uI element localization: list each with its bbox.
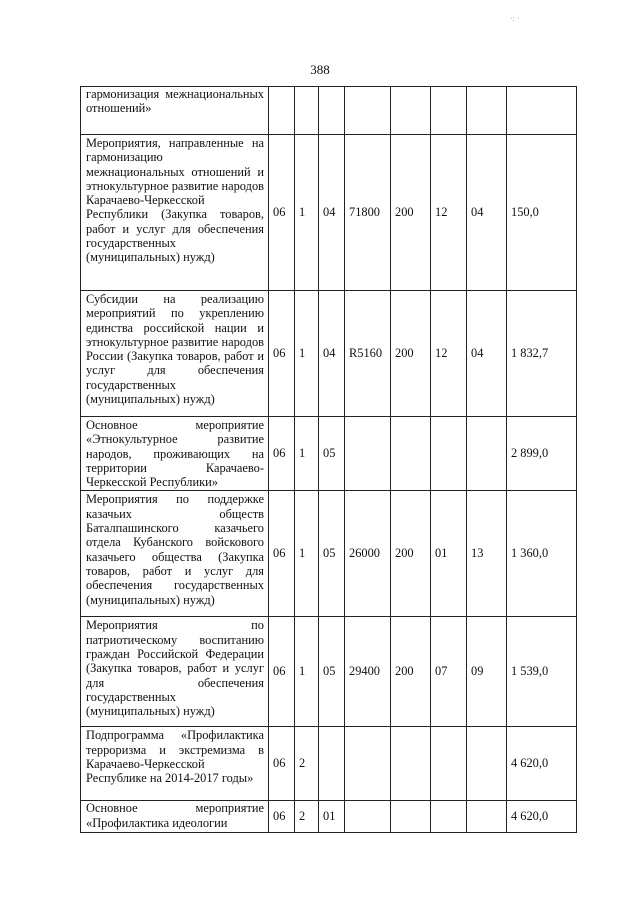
section-code: 01 [431, 491, 467, 617]
expense-type-code [391, 801, 431, 833]
razdel-code: 1 [295, 617, 319, 727]
expense-type-code [391, 87, 431, 135]
podrazdel-code: 01 [319, 801, 345, 833]
sum-value: 1 832,7 [507, 291, 577, 417]
expense-type-code [391, 727, 431, 801]
vedomstvo-code: 06 [269, 801, 295, 833]
table-row [81, 417, 577, 491]
sum-value: 2 899,0 [507, 417, 577, 491]
target-article-code: 29400 [345, 617, 391, 727]
section-code [431, 727, 467, 801]
row-name: Мероприятия, направленные на гармонизацию межнациональных отношений и этнокультурное развитие народов Карачаево-Черкесской Республики (Закупка товаров, работ и услуг для обеспечения государственных (муниципальных) нужд) [81, 135, 269, 291]
subsection-code: 09 [467, 617, 507, 727]
razdel-code: 2 [295, 727, 319, 801]
row-name: Основное мероприятие «Этнокультурное развитие народов, проживающих на территории Карачаево-Черкесской Республики» [81, 417, 269, 491]
table-row [81, 291, 577, 417]
row-name: Мероприятия по патриотическому воспитанию граждан Российской Федерации (Закупка товаров, работ и услуг для обеспечения государственных (муниципальных) нужд) [81, 617, 269, 727]
table-row [81, 727, 577, 801]
subsection-code [467, 417, 507, 491]
target-article-code [345, 417, 391, 491]
podrazdel-code [319, 727, 345, 801]
sum-value: 1 360,0 [507, 491, 577, 617]
vedomstvo-code [269, 87, 295, 135]
vedomstvo-code: 06 [269, 135, 295, 291]
table-row [81, 801, 577, 833]
target-article-code [345, 87, 391, 135]
expense-type-code: 200 [391, 135, 431, 291]
section-code: 07 [431, 617, 467, 727]
podrazdel-code [319, 87, 345, 135]
row-name: Субсидии на реализацию мероприятий по укреплению единства российской нации и этнокультурное развитие народов России (Закупка товаров, работ и услуг для обеспечения государственных (муниципальных) нужд) [81, 291, 269, 417]
podrazdel-code: 04 [319, 291, 345, 417]
expense-type-code: 200 [391, 291, 431, 417]
subsection-code [467, 801, 507, 833]
section-code: 12 [431, 291, 467, 417]
table-row [81, 135, 577, 291]
subsection-code [467, 87, 507, 135]
table-row [81, 491, 577, 617]
row-name: Мероприятия по поддержке казачьих обществ Баталпашинского казачьего отдела Кубанского войскового казачьего общества (Закупка товаров, работ и услуг для обеспечения государственных (муниципальных) нужд) [81, 491, 269, 617]
target-article-code [345, 801, 391, 833]
podrazdel-code: 04 [319, 135, 345, 291]
subsection-code: 04 [467, 135, 507, 291]
row-name: Подпрограмма «Профилактика терроризма и экстремизма в Карачаево-Черкесской Республике на 2014-2017 годы» [81, 727, 269, 801]
razdel-code: 2 [295, 801, 319, 833]
target-article-code [345, 727, 391, 801]
sum-value: 4 620,0 [507, 801, 577, 833]
subsection-code: 13 [467, 491, 507, 617]
expense-type-code: 200 [391, 617, 431, 727]
podrazdel-code: 05 [319, 417, 345, 491]
section-code [431, 417, 467, 491]
sum-value: 4 620,0 [507, 727, 577, 801]
sum-value: 1 539,0 [507, 617, 577, 727]
vedomstvo-code: 06 [269, 417, 295, 491]
razdel-code: 1 [295, 491, 319, 617]
page-number: 388 [310, 62, 330, 77]
podrazdel-code: 05 [319, 491, 345, 617]
table-row [81, 617, 577, 727]
subsection-code [467, 727, 507, 801]
razdel-code: 1 [295, 291, 319, 417]
razdel-code: 1 [295, 417, 319, 491]
target-article-code: 26000 [345, 491, 391, 617]
budget-table [80, 86, 577, 833]
podrazdel-code: 05 [319, 617, 345, 727]
section-code [431, 87, 467, 135]
expense-type-code: 200 [391, 491, 431, 617]
razdel-code [295, 87, 319, 135]
row-name: Основное мероприятие «Профилактика идеологии [81, 801, 269, 833]
target-article-code: 71800 [345, 135, 391, 291]
subsection-code: 04 [467, 291, 507, 417]
razdel-code: 1 [295, 135, 319, 291]
scan-mark: ·: · [510, 14, 520, 23]
sum-value [507, 87, 577, 135]
table-row [81, 87, 577, 135]
vedomstvo-code: 06 [269, 491, 295, 617]
section-code [431, 801, 467, 833]
expense-type-code [391, 417, 431, 491]
vedomstvo-code: 06 [269, 291, 295, 417]
vedomstvo-code: 06 [269, 617, 295, 727]
section-code: 12 [431, 135, 467, 291]
row-name: гармонизация межнациональных отношений» [81, 87, 269, 135]
sum-value: 150,0 [507, 135, 577, 291]
vedomstvo-code: 06 [269, 727, 295, 801]
target-article-code: R5160 [345, 291, 391, 417]
table-body [81, 87, 577, 833]
